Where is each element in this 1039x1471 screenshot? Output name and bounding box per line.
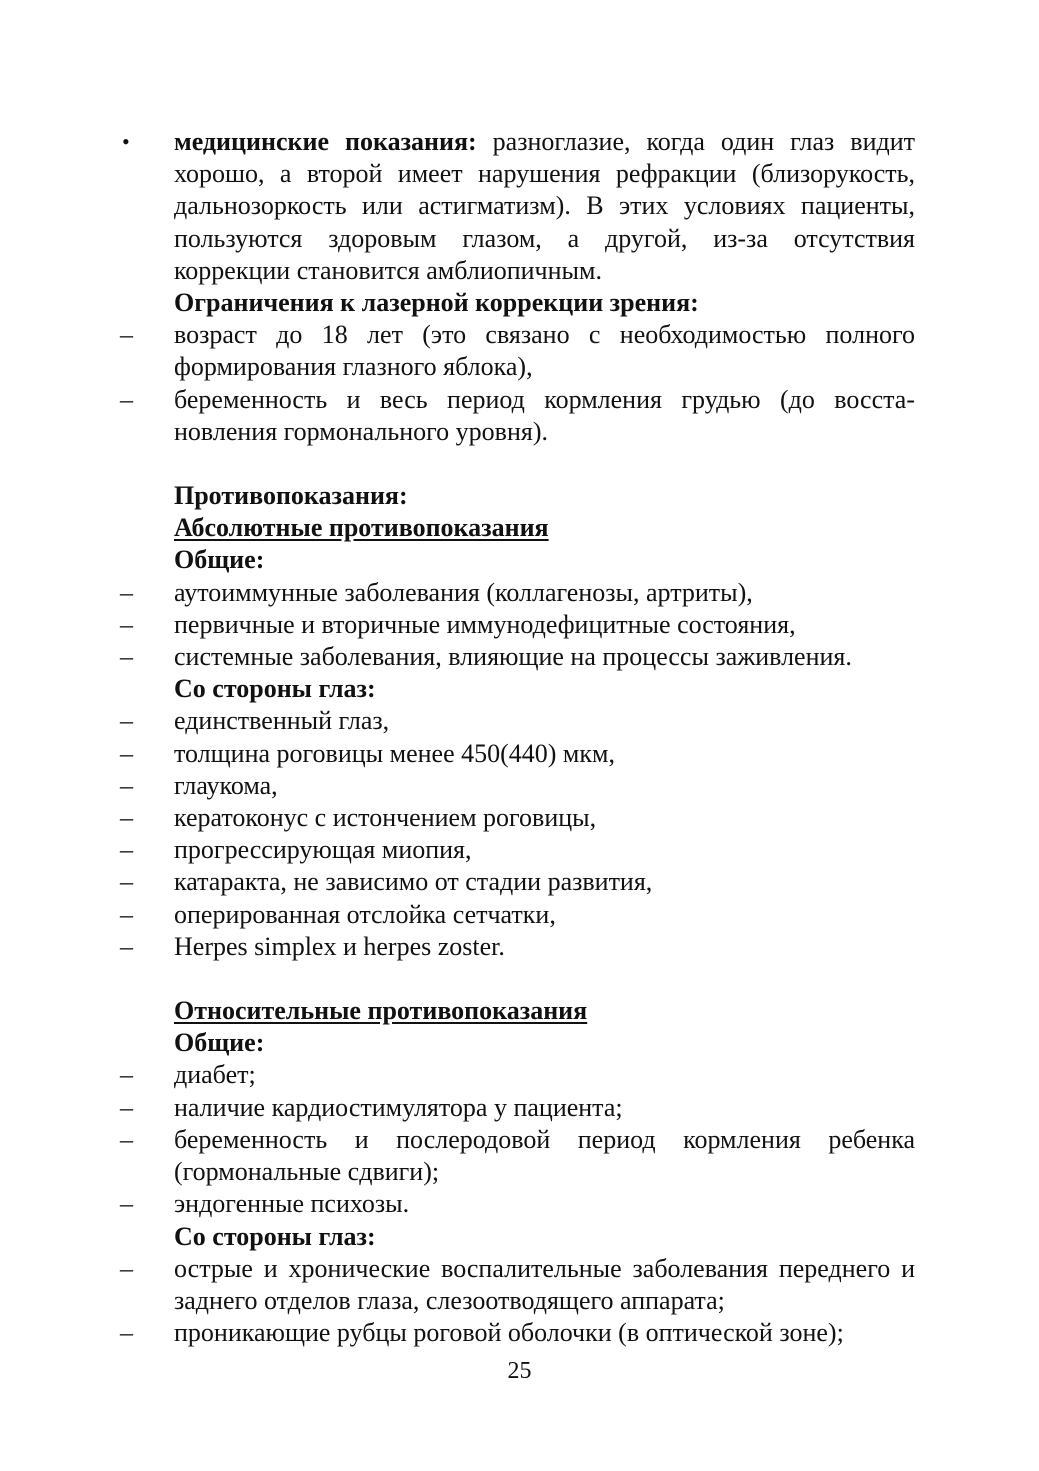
absolute-contraindications-heading [116, 512, 915, 544]
list-item [116, 1317, 915, 1349]
list-item [116, 705, 915, 737]
list-item [116, 834, 915, 866]
list-item [116, 931, 915, 963]
list-item [116, 577, 915, 609]
dash-marker: – [120, 770, 133, 800]
dash-marker: – [120, 835, 133, 865]
list-item-text: беременность и послеродовой период кормления ребенка (гормональные сдвиги); [174, 1124, 915, 1187]
list-item-text: наличие кардиостимулятора у пациента; [174, 1092, 623, 1122]
dash-marker: – [120, 1318, 133, 1348]
dash-marker: – [120, 867, 133, 897]
list-item [116, 899, 915, 931]
bold-term: медицинские показания: [174, 127, 477, 156]
bullet-marker: • [122, 129, 130, 154]
bullet-item-medical-indications [116, 126, 915, 287]
list-item-text: прогрессирующая миопия, [174, 835, 472, 865]
relative-general-heading: Общие: [174, 1028, 265, 1058]
dash-marker: – [120, 1124, 133, 1154]
dash-marker: – [120, 642, 133, 672]
absolute-contraindications-title: Абсолютные противопоказания [174, 513, 549, 543]
paragraph-gap [116, 963, 915, 995]
list-item [116, 1124, 915, 1188]
list-item-text: единственный глаз, [174, 706, 390, 736]
list-item-text: кератоконус с истончением роговицы, [174, 803, 597, 833]
list-item [116, 1188, 915, 1220]
list-item [116, 1092, 915, 1124]
list-item-text: системные заболевания, влияющие на процессы заживления. [174, 642, 852, 672]
dash-marker: – [120, 320, 133, 350]
page-content [116, 126, 915, 1349]
list-item [116, 802, 915, 834]
bullet-item-text [174, 126, 915, 287]
list-item [116, 770, 915, 802]
dash-marker: – [120, 899, 133, 929]
list-item-text: эндогенные психозы. [174, 1189, 410, 1219]
dash-marker: – [120, 803, 133, 833]
list-item [116, 641, 915, 673]
list-item-text: катаракта, не зависимо от стадии развития, [174, 867, 653, 897]
paragraph-gap [116, 448, 915, 480]
list-item-text: проникающие рубцы роговой оболочки (в оптической зоне); [174, 1318, 844, 1348]
list-item-text: толщина роговицы менее 450(440) мкм, [174, 738, 615, 768]
list-item-text: Herpes simplex и herpes zoster. [174, 931, 505, 961]
relative-eye-heading: Со стороны глаз: [174, 1221, 376, 1251]
list-item [116, 738, 915, 770]
relative-contraindications-title: Относительные противопоказания [174, 996, 588, 1026]
dash-marker: – [120, 609, 133, 639]
dash-marker: – [120, 738, 133, 768]
list-item-text: возраст до 18 лет (это связано с необходимостью полного формирования глазного яблока), [174, 320, 915, 382]
list-item [116, 609, 915, 641]
list-item-text: первичные и вторичные иммунодефицитные состояния, [174, 609, 796, 639]
dash-marker: – [120, 577, 133, 607]
dash-marker: – [120, 1189, 133, 1219]
list-item-text: беременность и весь период кормления грудью (до восстановления гормонального уровня). [174, 384, 915, 446]
list-item-text: глаукома, [174, 770, 278, 800]
list-item-text: острые и хронические воспалительные заболевания переднего и заднего отделов глаза, слезоотводящего аппарата; [174, 1253, 915, 1315]
relative-contraindications-heading [116, 995, 915, 1027]
list-item-text: оперированная отслойка сетчатки, [174, 899, 556, 929]
list-item-text: аутоиммунные заболевания (коллагенозы, артриты), [174, 577, 753, 607]
list-item-text: диабет; [174, 1060, 256, 1090]
list-item [116, 384, 915, 448]
contraindications-heading: Противопоказания: [174, 481, 408, 511]
dash-marker: – [120, 1060, 133, 1090]
list-item [116, 319, 915, 383]
dash-marker: – [120, 1253, 133, 1283]
dash-marker: – [120, 706, 133, 736]
absolute-general-heading: Общие: [174, 545, 265, 575]
dash-marker: – [120, 931, 133, 961]
dash-marker: – [120, 1092, 133, 1122]
list-item [116, 1059, 915, 1091]
list-item [116, 1253, 915, 1317]
bullet-item-body: разноглазие, когда один глаз видит хорошо, а второй имеет нарушения рефракции (близорукость, дальнозоркость или астигматизм). В этих условиях пациенты, пользуются здоровым глазом, а другой, из-за отсутствия коррекции становится амблиопичным. [174, 127, 915, 285]
limitations-heading: Ограничения к лазерной коррекции зрения: [174, 288, 699, 318]
page-number: 25 [507, 1358, 532, 1384]
dash-marker: – [120, 384, 133, 414]
absolute-eye-heading: Со стороны глаз: [174, 674, 376, 704]
list-item [116, 866, 915, 898]
